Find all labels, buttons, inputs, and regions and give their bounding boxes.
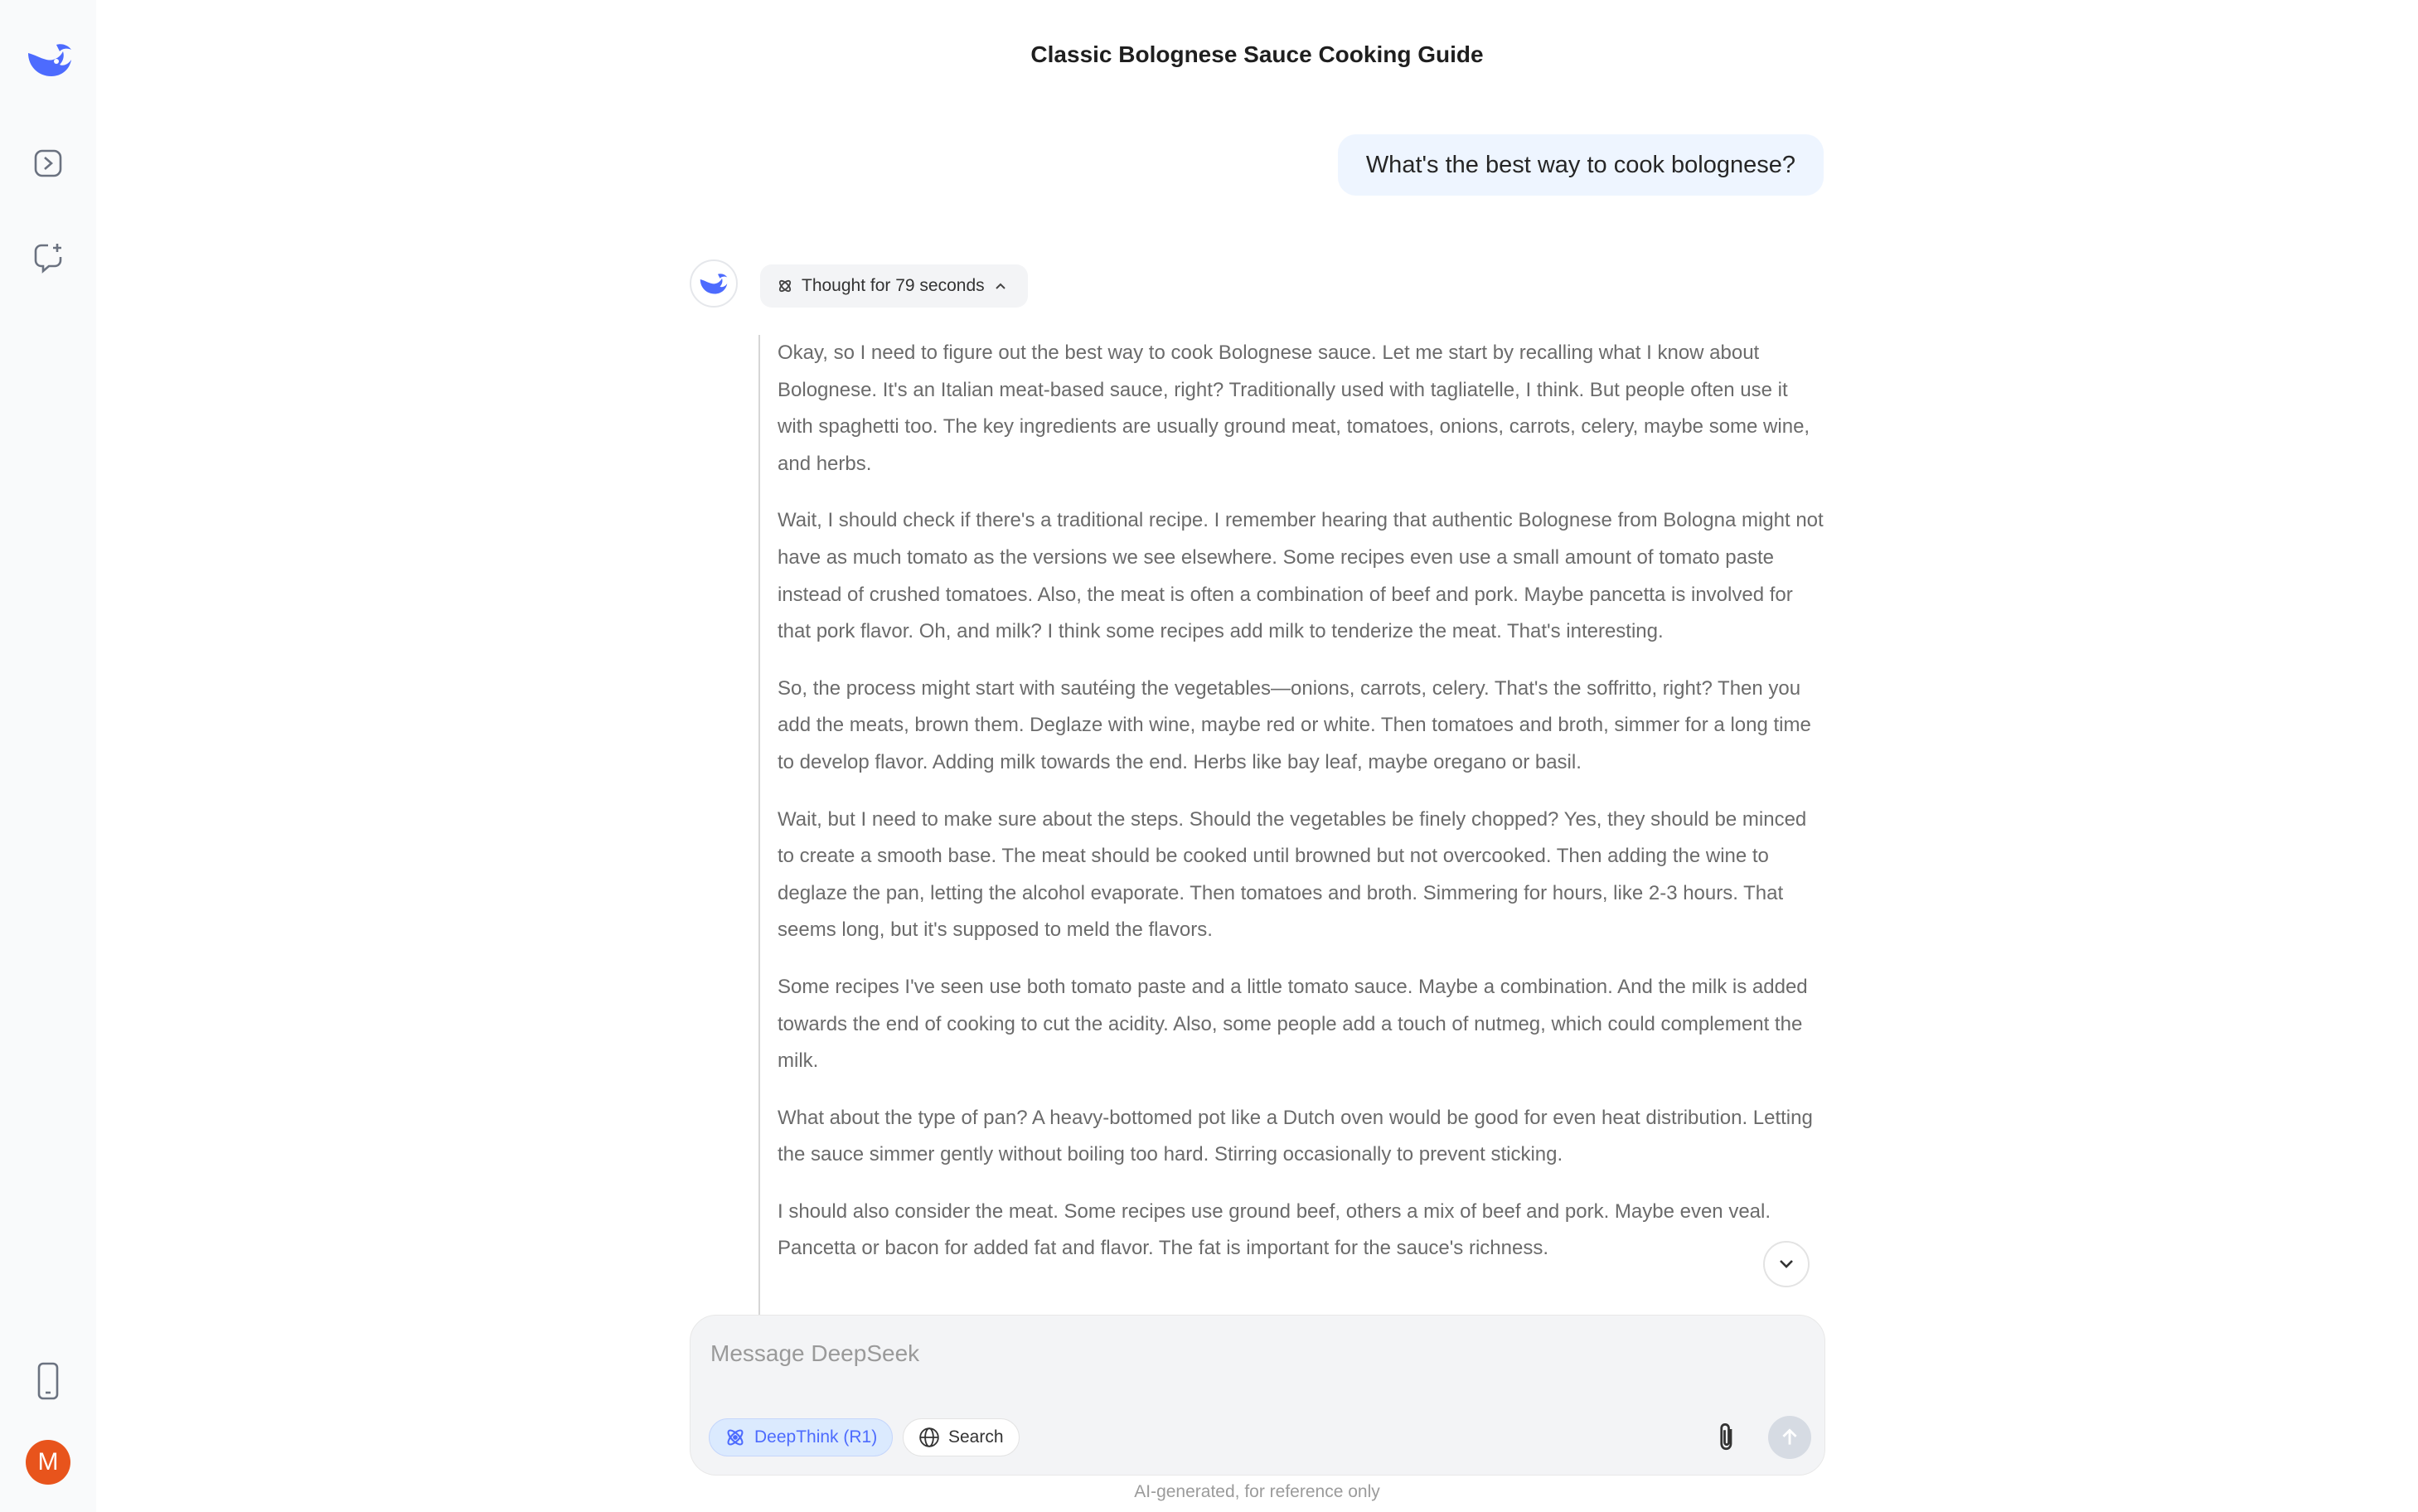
chevron-down-icon (1776, 1253, 1797, 1275)
atom-icon (724, 1427, 746, 1448)
user-message-bubble (1338, 134, 1824, 196)
user-avatar[interactable] (26, 1440, 70, 1485)
message-composer (690, 1315, 1825, 1476)
arrow-up-icon (1779, 1427, 1800, 1448)
avatar-initial: M (37, 1448, 59, 1476)
thought-paragraph: Wait, I should check if there's a traditional recipe. I remember hearing that authentic Bolognese from Bologna might not have as much tomato as the versions we see elsewhere. Some recipes even use a small amount of tomato paste instead of crushed tomatoes. Also, the meat is often a combination of beef and pork. Maybe pancetta is involved for that pork flavor. Oh, and milk? I think some recipes add milk to tenderize the meat. That's interesting. (778, 509, 1824, 643)
chevron-up-icon (993, 279, 1008, 293)
deepthink-toggle[interactable] (709, 1418, 893, 1456)
paperclip-icon (1714, 1421, 1739, 1454)
ai-disclaimer: AI-generated, for reference only (1134, 1482, 1380, 1501)
attach-file-button[interactable] (1708, 1419, 1745, 1456)
sidebar (0, 0, 96, 1512)
thought-paragraph: Some recipes I've seen use both tomato paste and a little tomato sauce. Maybe a combination. And the milk is added towards the end of cooking to cut the acidity. Also, some people add a touch of nutmeg, which could complement the milk. (778, 975, 1808, 1073)
globe-icon (918, 1427, 940, 1448)
thought-paragraph: What about the type of pan? A heavy-bottomed pot like a Dutch oven would be good for even heat distribution. Letting the sauce simmer gently without boiling too hard. Stirring occasionally to prevent sticking. (778, 1106, 1813, 1166)
thought-paragraph: Okay, so I need to figure out the best way to cook Bolognese sauce. Let me start by recalling what I know about Bolognese. It's an Italian meat-based sauce, right? Traditionally used with tagliatelle, I think. But people often use it with spaghetti too. The key ingredients are usually ground meat, tomatoes, onions, carrots, celery, maybe some wine, and herbs. (778, 342, 1810, 475)
deepseek-whale-icon (697, 269, 730, 298)
thought-toggle-button[interactable] (760, 264, 1028, 308)
thought-content (758, 335, 1824, 1318)
toggle-sidebar-icon[interactable] (28, 143, 68, 183)
page-title: Classic Bolognese Sauce Cooking Guide (1030, 41, 1484, 67)
thought-label: Thought for 79 seconds (802, 276, 985, 295)
thought-paragraph: So, the process might start with sautéing the vegetables—onions, carrots, celery. That's the soffritto, right? Then you add the meats, brown them. Deglaze with wine, maybe red or white. Then tomatoes and broth, simmer for a long time to develop flavor. Adding milk towards the end. Herbs like bay leaf, maybe oregano or basil. (778, 676, 1811, 773)
message-input[interactable] (710, 1340, 1705, 1367)
thought-paragraph: I should also consider the meat. Some recipes use ground beef, others a mix of beef and pork. Maybe even veal. Pancetta or bacon for added fat and flavor. The fat is important for the sauce's richness. (778, 1199, 1771, 1260)
deepseek-logo-icon[interactable] (23, 36, 76, 83)
assistant-avatar (690, 259, 738, 308)
deepthink-label: DeepThink (R1) (754, 1427, 878, 1447)
new-chat-icon[interactable] (28, 237, 68, 277)
scroll-to-bottom-button[interactable] (1763, 1241, 1810, 1287)
send-button[interactable] (1768, 1416, 1811, 1459)
atom-icon (777, 278, 793, 294)
search-label: Search (948, 1427, 1004, 1447)
thought-paragraph: Wait, but I need to make sure about the steps. Should the vegetables be finely chopped? Yes, they should be minced to create a smooth base. The meat should be cooked until browned but not overcooked. Then adding the wine to deglaze the pan, letting the alcohol evaporate. Then tomatoes and broth. Simmering for hours, like 2-3 hours. That seems long, but it's supposed to meld the flavors. (778, 807, 1807, 942)
mobile-app-icon[interactable] (28, 1361, 68, 1401)
user-message-text: What's the best way to cook bolognese? (1365, 151, 1795, 178)
search-toggle[interactable] (903, 1418, 1020, 1456)
